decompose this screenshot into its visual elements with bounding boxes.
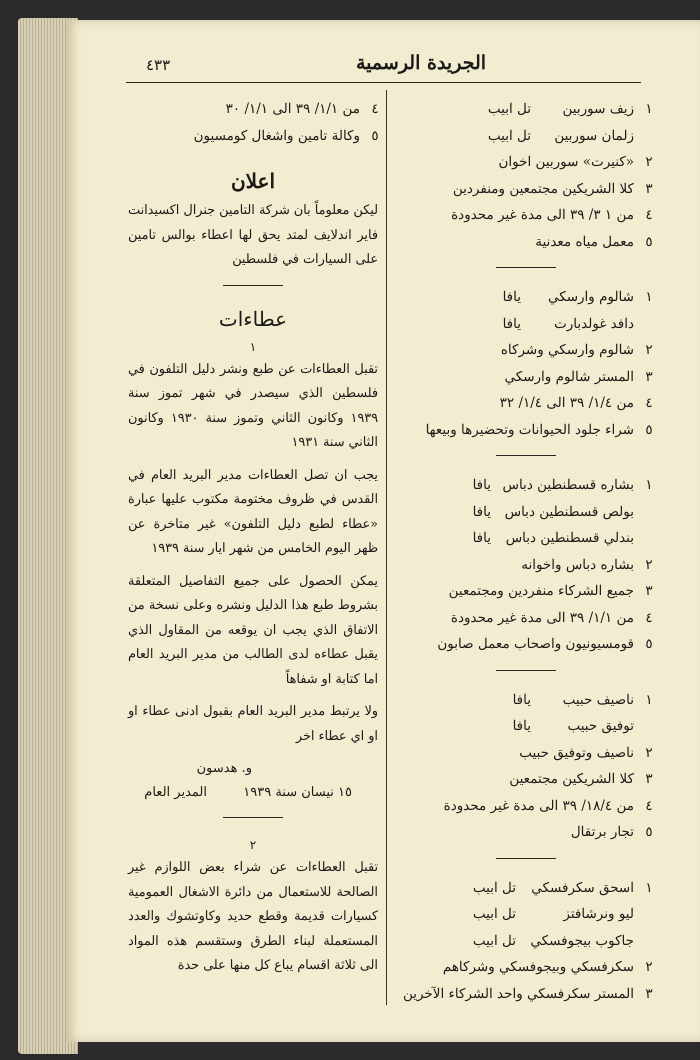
- list-item: ٤ من ١٨/٤/ ٣٩ الى مدة غير محدودة: [443, 797, 653, 814]
- announcement-title: اعلان: [230, 169, 276, 193]
- section-separator: [496, 455, 556, 456]
- list-item: ٤ من ١ ٣/ ٣٩ الى مدة غير محدودة: [451, 207, 653, 223]
- signatory-name: و. هدسون: [196, 761, 252, 776]
- tenders-title: عطاءات: [218, 306, 288, 331]
- list-item: ١ اسحق سكرفسكي تل ابيب: [472, 879, 653, 896]
- date-row: [124, 781, 382, 805]
- list-item: ٣ جميع الشركاء منفردين ومجتمعين: [448, 583, 653, 599]
- section-separator: [496, 670, 556, 671]
- tender-number: ٢: [249, 838, 257, 852]
- section-separator: [223, 285, 283, 286]
- tender-paragraph: يمكن الحصول على جميع التفاصيل المتعلقة بشروط طبع هذا الدليل ونشره وعلى نسخة من الاتفاق الذي يجب ان يوقعه من المقاول الذي يقبل عطاءه لدى الطالب من مدير البريد العام اما كتابة او شفاهاً: [128, 573, 378, 687]
- signatory-row: [124, 757, 382, 781]
- list-item: ١ زيف سوربين تل ابيب: [487, 101, 653, 117]
- list-item: ٥ شراء جلود الحيوانات وتحضيرها وبيعها: [425, 421, 653, 438]
- list-item: ٥ تجار برتقال: [570, 824, 653, 840]
- list-item: ١ ناصيف حبيب يافا: [512, 691, 653, 708]
- list-item: ٢ شالوم وارسكي وشركاه: [500, 342, 653, 358]
- list-item: زلمان سوربين تل ابيب: [487, 127, 634, 144]
- list-item: بولص قسطنطين دباس يافا: [472, 503, 634, 520]
- list-item: ٢ ناصيف وتوفيق حبيب: [519, 744, 653, 761]
- tender-number: ١: [249, 339, 257, 354]
- partnership-block-1: [396, 96, 656, 255]
- list-item: ٥ معمل مياه معدنية: [535, 233, 653, 250]
- list-item: توفيق حبيب يافا: [512, 718, 634, 734]
- section-separator: [223, 817, 283, 818]
- list-item: ١ بشاره قسطنطين دباس يافا: [472, 477, 653, 493]
- tender-paragraph: تقبل العطاءات عن طبع ونشر دليل التلفون في فلسطين الذي سيصدر في شهر تموز سنة ١٩٣٩ وكانون الثاني وتموز سنة ١٩٣٠ وكانون الثاني سنة ١٩٣١: [128, 361, 378, 450]
- gazette-page: [66, 20, 700, 1042]
- section-separator: [496, 267, 556, 268]
- list-item: ٤ من ١/١/ ٣٩ الى مدة غير محدودة: [450, 609, 653, 626]
- page-header: [126, 48, 641, 83]
- announcement-text: ليكن معلوماً بان شركة التامين جنرال اكسيدانت فاير اندلايف لمتد يحق لها اعطاء بوالس تامين على السيارات في فلسطين: [128, 203, 378, 267]
- tender-paragraph: يجب ان تصل العطاءات مدير البريد العام في القدس في ظروف مختومة مكتوب عليها عبارة «عطاء لطبع دليل التلفون» غير متاخرة عن ظهر اليوم الخامس من شهر ايار سنة ١٩٣٩: [128, 467, 378, 556]
- list-item: ١ شالوم وارسكي يافا: [502, 289, 653, 305]
- list-item: جاكوب بيجوفسكي تل ابيب: [472, 932, 634, 949]
- list-item: ٥ قومسيونيون واصحاب معمل صابون: [437, 636, 653, 652]
- tender-date: ١٥ نيسان سنة ١٩٣٩: [243, 785, 352, 800]
- list-item: ٣ كلا الشريكين مجتمعين ومنفردين: [452, 180, 653, 197]
- column-divider: [386, 90, 387, 1005]
- page-number: ٤٣٣: [146, 56, 171, 74]
- partnership-block-4: [396, 687, 656, 846]
- tender-paragraph: ولا يرتبط مدير البريد العام بقبول ادنى عطاء او او اي عطاء اخر: [128, 704, 378, 744]
- list-item: ٤ من ١/٤/ ٣٩ الى ١/٤/ ٣٢: [499, 395, 653, 411]
- list-item: ٤ من ١/١/ ٣٩ الى ١/١/ ٣٠: [225, 101, 379, 117]
- gazette-title: الجريدة الرسمية: [356, 52, 487, 74]
- list-item: ٣ المستر شالوم وارسكي: [504, 368, 653, 385]
- list-item: ٢ سكرفسكي وبيجوفسكي وشركاهم: [442, 959, 653, 975]
- list-item: ٥ وكالة تامين واشغال كومسيون: [193, 127, 379, 144]
- list-item: ٣ كلا الشريكين مجتمعين: [509, 771, 653, 787]
- signatory-position: المدير العام: [144, 785, 207, 800]
- left-column: [124, 96, 382, 987]
- partnership-block-5: [396, 875, 656, 1008]
- list-item: ٢ بشاره دباس واخوانه: [521, 556, 653, 573]
- section-separator: [496, 858, 556, 859]
- right-column: [396, 96, 656, 1007]
- list-item: دافد غولدبارت يافا: [502, 315, 634, 332]
- tender-paragraph: تقبل العطاءات عن شراء بعض اللوازم غير الصالحة للاستعمال من دائرة الاشغال العمومية كسيارات قديمة وقطع حديد وكاوتشوك والعدد المستعملة لبناء الطرق وستقسم هذه المواد الى ثلاثة اقسام يباع كل منها على حدة: [128, 860, 378, 973]
- partnership-block-3: [396, 472, 656, 658]
- list-item: ٣ المستر سكرفسكي واحد الشركاء الآخرين: [402, 985, 653, 1002]
- list-item: ٢ «كنيرت» سوربين اخوان: [498, 154, 653, 170]
- list-item: ليو ونرشافتز تل ابيب: [472, 906, 634, 922]
- partnership-block-2: [396, 284, 656, 443]
- list-item: بندلي قسطنطين دباس يافا: [472, 530, 634, 546]
